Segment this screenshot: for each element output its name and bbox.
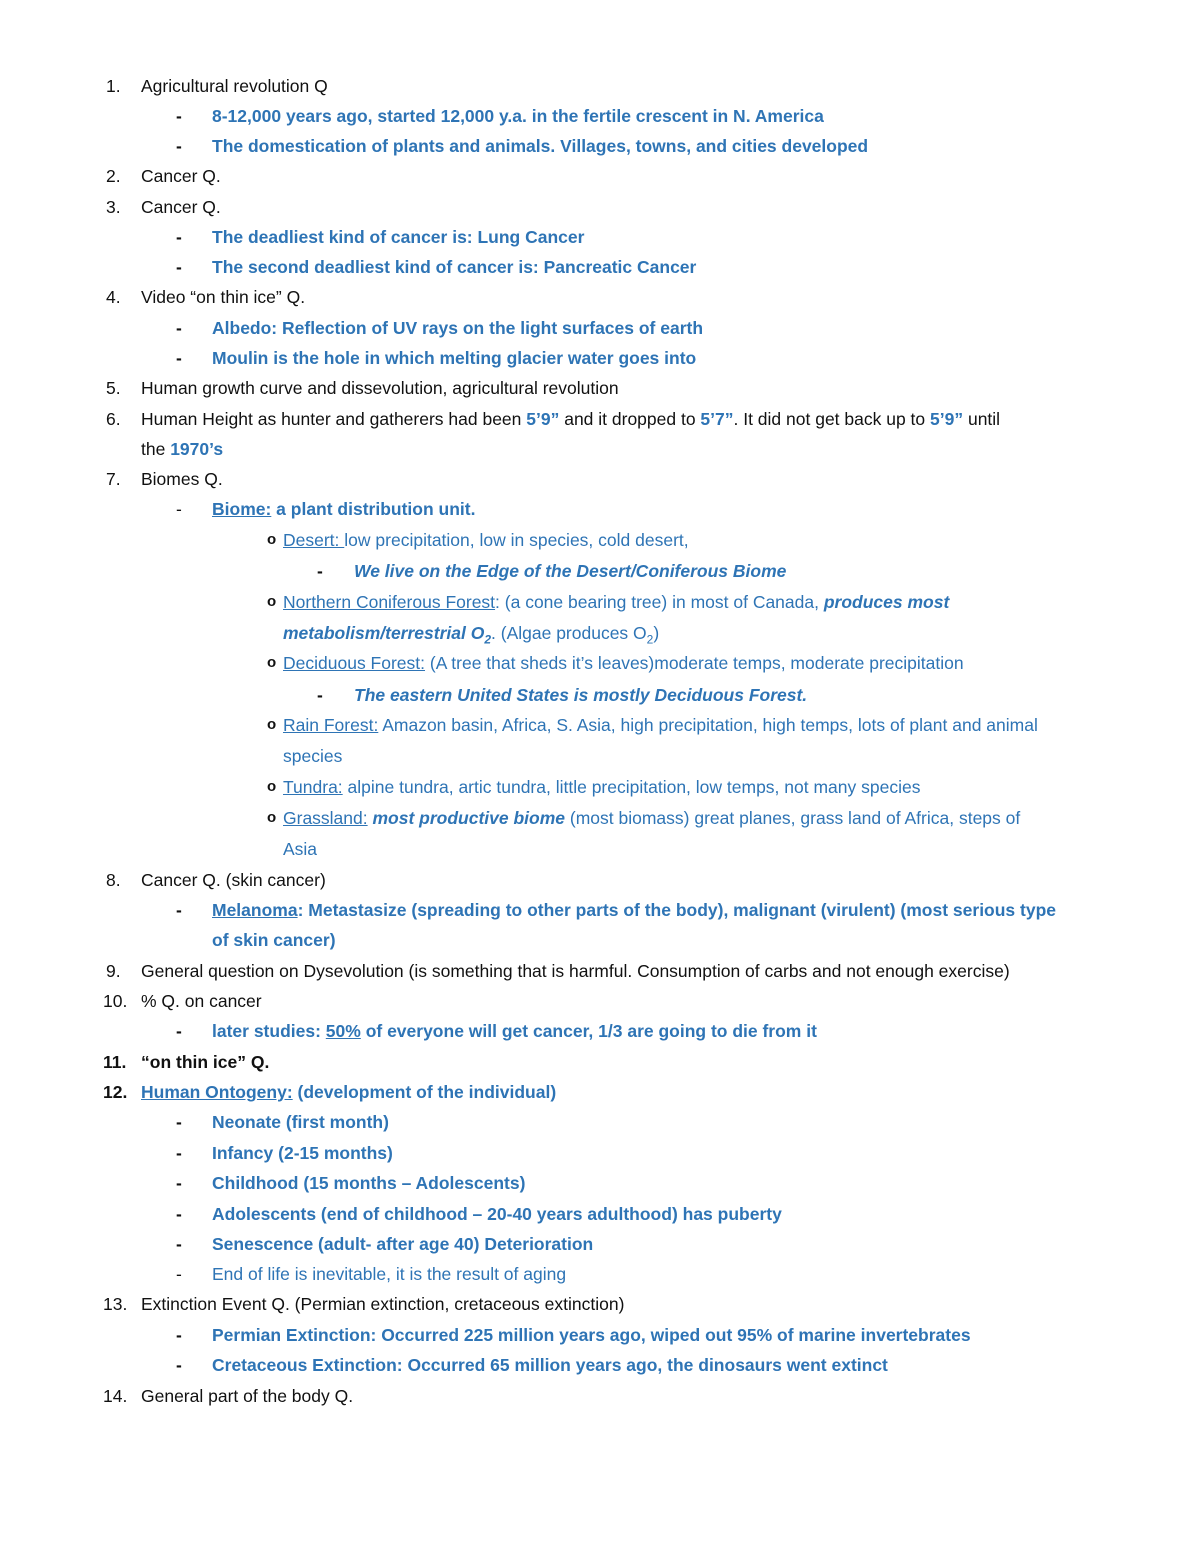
item-text: General question on Dysevolution (is something that is harmful. Consumption of carbs and not enough exercise) — [141, 961, 1010, 981]
item-number: 10. — [103, 991, 128, 1011]
bullet-text — [283, 807, 1020, 829]
item-text: Cancer Q. — [141, 166, 221, 186]
dash-marker: - — [317, 561, 323, 581]
sub-item-text: Neonate (first month) — [212, 1112, 389, 1132]
year-value: 1970’s — [170, 439, 224, 459]
bullet-continuation: species — [283, 746, 343, 766]
item-number: 2. — [106, 166, 121, 186]
text-run: of everyone will get cancer, 1/3 are going to die from it — [360, 1021, 817, 1041]
term: Tundra: — [283, 777, 343, 797]
sub-item-text: The domestication of plants and animals. Villages, towns, and cities developed — [212, 136, 869, 156]
item-number: 13. — [103, 1294, 128, 1314]
term: Rain Forest: — [283, 715, 379, 735]
item-number: 11. — [103, 1052, 127, 1072]
definition: alpine tundra, artic tundra, little precipitation, low temps, not many species — [342, 777, 921, 797]
term: Grassland: — [283, 808, 368, 828]
item-number: 5. — [106, 378, 121, 398]
sub-item-text — [212, 1020, 817, 1042]
bullet-text — [283, 776, 920, 798]
subscript: 2 — [484, 632, 492, 647]
bullet-marker: o — [267, 593, 277, 610]
sub-item-text: Cretaceous Extinction: Occurred 65 million years ago, the dinosaurs went extinct — [212, 1355, 888, 1375]
item-text: Human growth curve and dissevolution, agricultural revolution — [141, 378, 619, 398]
term: Northern Coniferous Forest — [283, 592, 496, 612]
sub-item-text: Childhood (15 months – Adolescents) — [212, 1173, 526, 1193]
item-text — [141, 1081, 556, 1103]
sub-item-text — [212, 498, 475, 520]
bullet-marker: o — [267, 654, 277, 671]
term: Deciduous Forest: — [283, 653, 426, 673]
text-run: until — [963, 409, 1001, 429]
sub-item-text: Albedo: Reflection of UV rays on the light surfaces of earth — [212, 318, 704, 338]
definition: ) — [653, 623, 660, 643]
sub-item-text: The deadliest kind of cancer is: Lung Cancer — [212, 227, 585, 247]
item-text — [141, 408, 1000, 430]
sub-item-text: Moulin is the hole in which melting glacier water goes into — [212, 348, 697, 368]
sub-item-continuation: of skin cancer) — [212, 930, 336, 950]
height-value: 5’9” — [930, 409, 964, 429]
sub-item-text: Adolescents (end of childhood – 20-40 years adulthood) has puberty — [212, 1204, 782, 1224]
item-text: Biomes Q. — [141, 469, 223, 489]
dash-marker: - — [176, 1204, 182, 1224]
bullet-marker: o — [267, 778, 277, 795]
dash-marker: - — [176, 257, 182, 277]
sub-item-text: 8-12,000 years ago, started 12,000 y.a. in the fertile crescent in N. America — [212, 106, 824, 126]
dash-marker: - — [176, 318, 182, 338]
item-number: 8. — [106, 870, 121, 890]
item-text: Agricultural revolution Q — [141, 76, 328, 96]
sub-item-text: End of life is inevitable, it is the result of aging — [212, 1264, 567, 1284]
sub-item-text: Permian Extinction: Occurred 225 million years ago, wiped out 95% of marine invertebrates — [212, 1325, 971, 1345]
text-run: . It did not get back up to — [733, 409, 931, 429]
bullet-marker: o — [267, 716, 277, 733]
sub-item-text: Infancy (2-15 months) — [212, 1143, 393, 1163]
text-run: and it dropped to — [559, 409, 701, 429]
definition: (most biomass) great planes, grass land of Africa, steps of — [565, 808, 1021, 828]
item-continuation — [141, 438, 223, 460]
definition: . (Algae produces O — [491, 623, 647, 643]
item-number: 3. — [106, 197, 121, 217]
bullet-text — [283, 591, 949, 613]
emphasis: metabolism/terrestrial O — [283, 623, 485, 643]
emphasis: produces most — [823, 592, 950, 612]
bullet-continuation: Asia — [283, 839, 318, 859]
dash-marker: - — [176, 1264, 182, 1284]
dash-marker: - — [176, 1325, 182, 1345]
text-run: the — [141, 439, 171, 459]
definition: (development of the individual) — [292, 1082, 557, 1102]
sub-item-text — [212, 899, 1056, 921]
text-run: later studies: — [212, 1021, 326, 1041]
sub-item-text: Senescence (adult- after age 40) Deterioration — [212, 1234, 594, 1254]
item-text: Extinction Event Q. (Permian extinction, cretaceous extinction) — [141, 1294, 625, 1314]
dash-marker: - — [317, 685, 323, 705]
definition: a plant distribution unit. — [271, 499, 476, 519]
dash-marker: - — [176, 227, 182, 247]
item-number: 7. — [106, 469, 121, 489]
emphasis: most productive biome — [372, 808, 566, 828]
item-text: Cancer Q. (skin cancer) — [141, 870, 326, 890]
definition: low precipitation, low in species, cold desert, — [344, 530, 689, 550]
bullet-text — [283, 652, 964, 674]
term: Desert: — [283, 530, 345, 550]
item-text: Cancer Q. — [141, 197, 221, 217]
item-number: 1. — [106, 76, 121, 96]
sub-item-text: The second deadliest kind of cancer is: Pancreatic Cancer — [212, 257, 697, 277]
percent-value: 50% — [325, 1021, 361, 1041]
definition: : Metastasize (spreading to other parts of the body), malignant (virulent) (most serious type — [297, 900, 1057, 920]
item-number: 4. — [106, 287, 121, 307]
subscript: 2 — [646, 632, 654, 647]
dash-marker: - — [176, 1355, 182, 1375]
definition: : (a cone bearing tree) in most of Canada, — [495, 592, 824, 612]
item-number: 6. — [106, 409, 121, 429]
dash-marker: - — [176, 136, 182, 156]
note-text: The eastern United States is mostly Deciduous Forest. — [354, 685, 808, 705]
term: Human Ontogeny: — [141, 1082, 293, 1102]
item-number: 14. — [103, 1386, 128, 1406]
height-value: 5’9” — [526, 409, 560, 429]
dash-marker: - — [176, 900, 182, 920]
height-value: 5’7” — [700, 409, 734, 429]
bullet-continuation — [283, 622, 659, 651]
dash-marker: - — [176, 499, 182, 519]
dash-marker: - — [176, 1143, 182, 1163]
dash-marker: - — [176, 1021, 182, 1041]
dash-marker: - — [176, 106, 182, 126]
item-text: General part of the body Q. — [141, 1386, 354, 1406]
definition: (A tree that sheds it’s leaves)moderate temps, moderate precipitation — [425, 653, 964, 673]
item-text: % Q. on cancer — [141, 991, 262, 1011]
bullet-marker: o — [267, 809, 277, 826]
item-text: Video “on thin ice” Q. — [141, 287, 306, 307]
term: Melanoma — [212, 900, 298, 920]
dash-marker: - — [176, 1112, 182, 1132]
definition: Amazon basin, Africa, S. Asia, high precipitation, high temps, lots of plant and animal — [378, 715, 1038, 735]
text-run: Human Height as hunter and gatherers had been — [141, 409, 527, 429]
item-number: 9. — [106, 961, 121, 981]
item-number: 12. — [103, 1082, 128, 1102]
bullet-text — [283, 529, 689, 551]
dash-marker: - — [176, 1173, 182, 1193]
dash-marker: - — [176, 1234, 182, 1254]
note-text: We live on the Edge of the Desert/Coniferous Biome — [354, 561, 787, 581]
bullet-text — [283, 714, 1038, 736]
item-text: “on thin ice” Q. — [141, 1052, 270, 1072]
dash-marker: - — [176, 348, 182, 368]
term: Biome: — [212, 499, 272, 519]
bullet-marker: o — [267, 531, 277, 548]
